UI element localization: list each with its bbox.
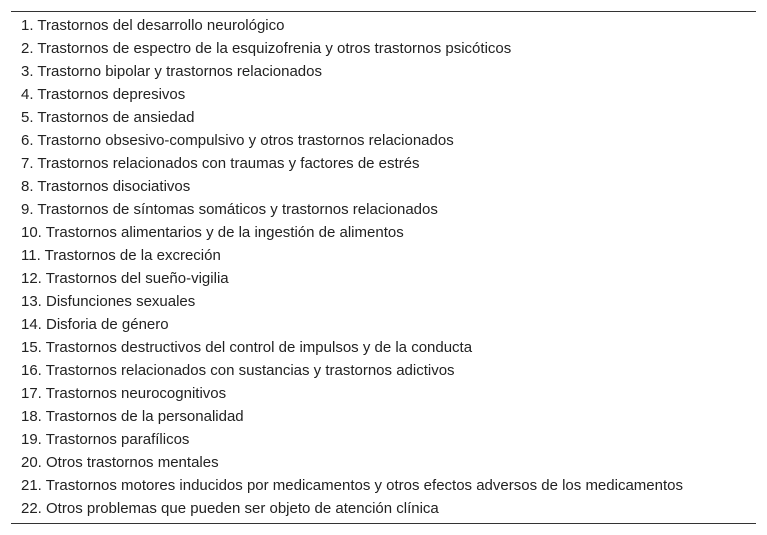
table-row: 5. Trastornos de ansiedad xyxy=(21,109,195,126)
table-row: 3. Trastorno bipolar y trastornos relacionados xyxy=(21,63,322,80)
disorders-table xyxy=(11,11,756,524)
table-row: 9. Trastornos de síntomas somáticos y trastornos relacionados xyxy=(21,201,438,218)
table-row: 21. Trastornos motores inducidos por medicamentos y otros efectos adversos de los medicamentos xyxy=(21,477,683,494)
table-row: 4. Trastornos depresivos xyxy=(21,86,186,103)
table-row: 18. Trastornos de la personalidad xyxy=(21,408,244,425)
table-row: 19. Trastornos parafílicos xyxy=(21,431,190,448)
table-row: 15. Trastornos destructivos del control de impulsos y de la conducta xyxy=(21,339,473,356)
table-row: 17. Trastornos neurocognitivos xyxy=(21,385,227,402)
table-row: 12. Trastornos del sueño-vigilia xyxy=(21,270,229,287)
table-row: 8. Trastornos disociativos xyxy=(21,178,191,195)
table-row: 22. Otros problemas que pueden ser objeto de atención clínica xyxy=(21,500,439,517)
table-row: 16. Trastornos relacionados con sustancias y trastornos adictivos xyxy=(21,362,455,379)
table-row: 20. Otros trastornos mentales xyxy=(21,454,219,471)
table-row: 14. Disforia de género xyxy=(21,316,169,333)
table-row: 2. Trastornos de espectro de la esquizofrenia y otros trastornos psicóticos xyxy=(21,40,512,57)
table-row: 6. Trastorno obsesivo-compulsivo y otros trastornos relacionados xyxy=(21,132,454,149)
table-row: 13. Disfunciones sexuales xyxy=(21,293,196,310)
table-row: 10. Trastornos alimentarios y de la ingestión de alimentos xyxy=(21,224,404,241)
table-row: 7. Trastornos relacionados con traumas y factores de estrés xyxy=(21,155,420,172)
table-row: 11. Trastornos de la excreción xyxy=(21,247,221,264)
table-row: 1. Trastornos del desarrollo neurológico xyxy=(21,17,285,34)
